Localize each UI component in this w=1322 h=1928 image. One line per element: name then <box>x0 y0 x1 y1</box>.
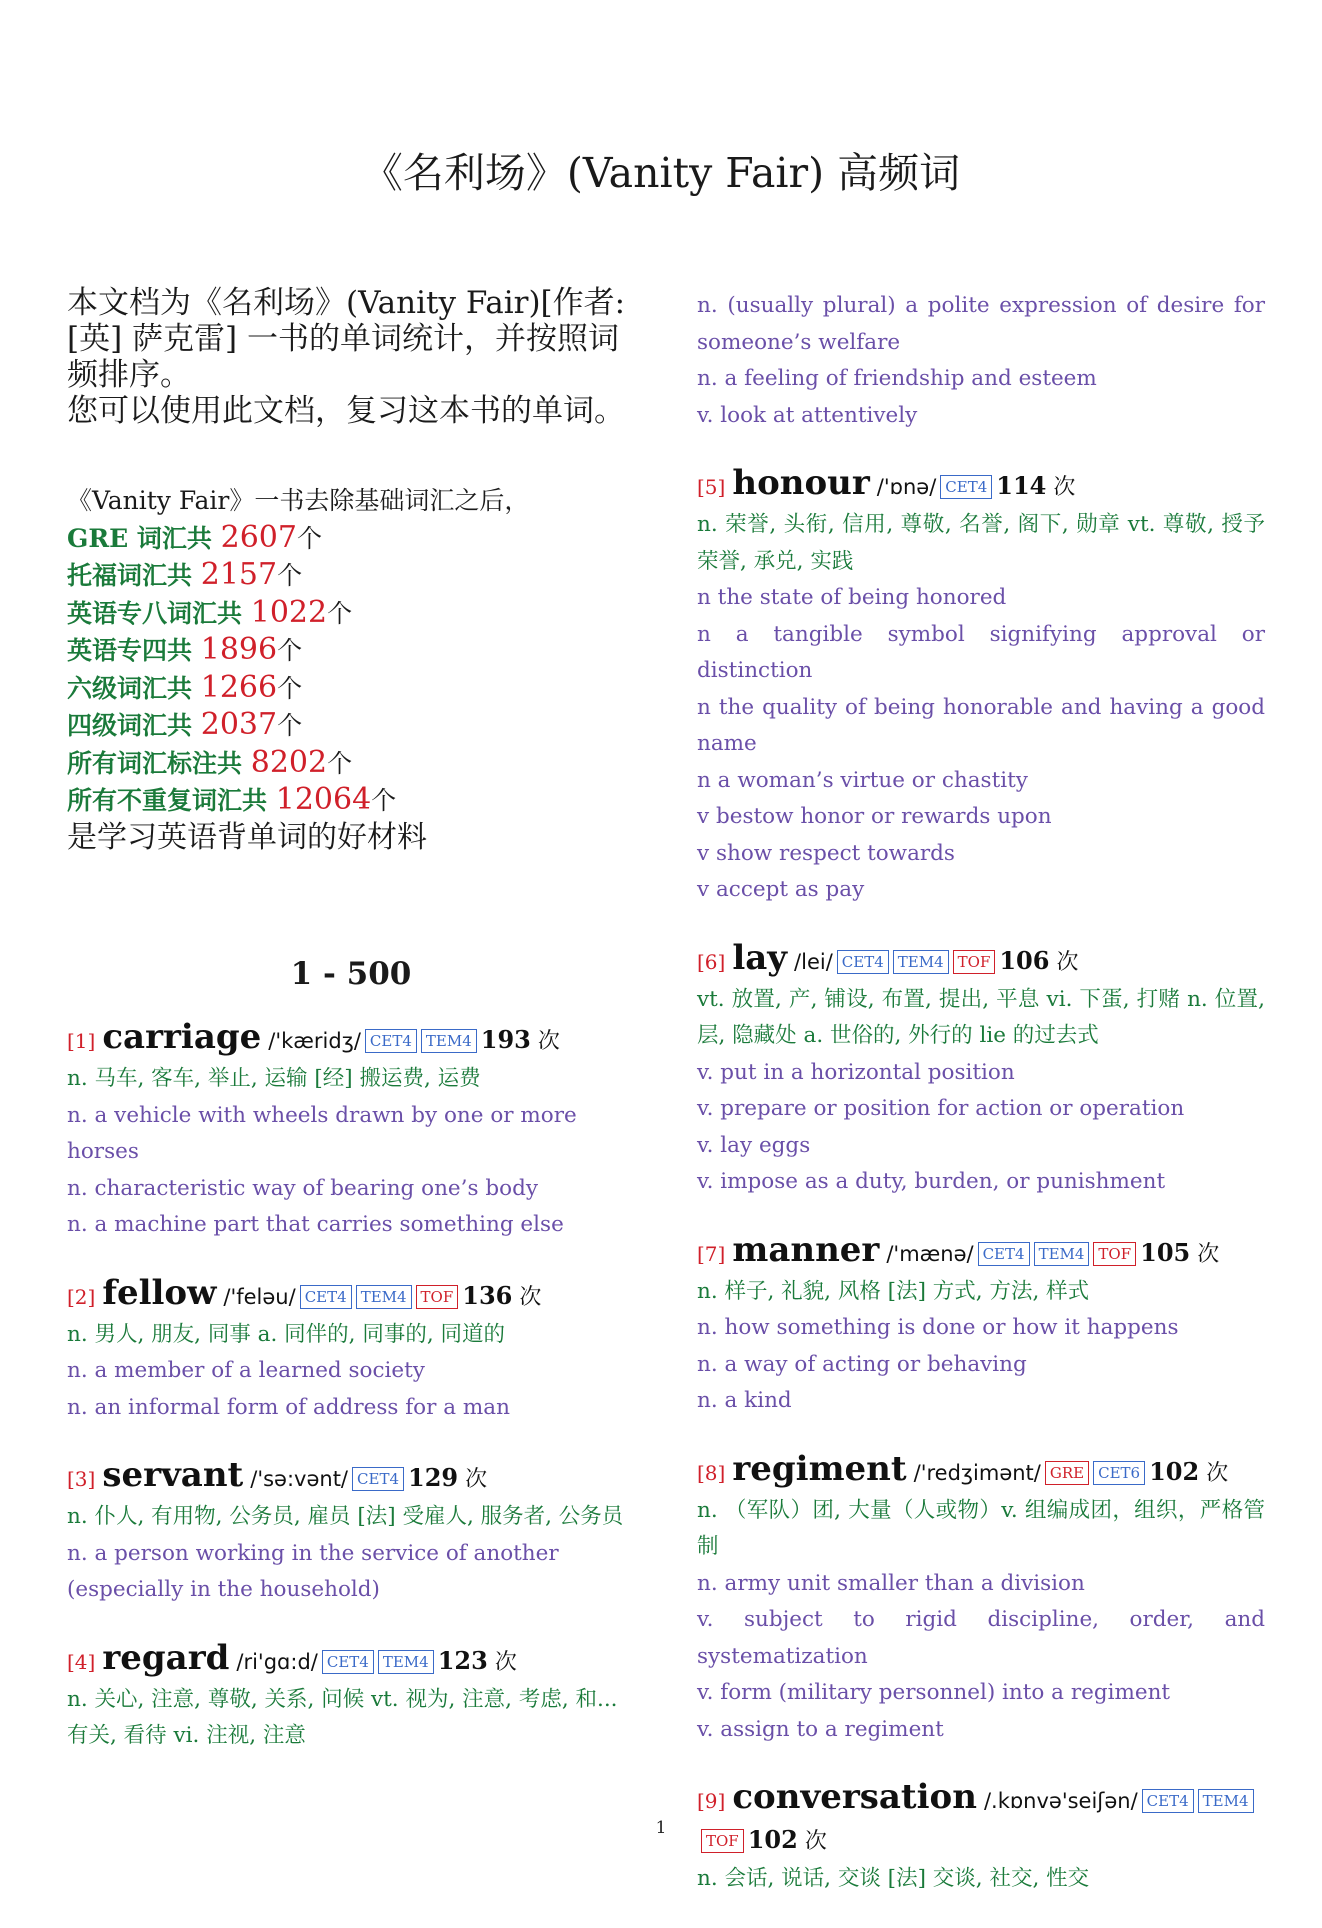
stat-line <box>67 670 635 708</box>
level-tag: CET4 <box>837 950 889 974</box>
entry-header <box>697 464 1265 507</box>
stat-connector: 共 <box>186 523 221 553</box>
stat-label: 四级词汇 <box>67 711 168 740</box>
definition: n a tangible symbol signifying approval or distinction <box>697 621 1265 683</box>
stat-line <box>67 520 635 558</box>
headword: regard <box>102 1637 230 1678</box>
definition: n. army unit smaller than a division <box>697 1570 1085 1596</box>
level-tag: CET4 <box>978 1242 1030 1266</box>
level-tag: TEM4 <box>1034 1242 1090 1266</box>
definition: v. assign to a regiment <box>697 1716 944 1742</box>
phonetic: /'sə:vənt/ <box>250 1467 349 1491</box>
definition: v bestow honor or rewards upon <box>697 804 1052 829</box>
stat-unit: 个 <box>371 786 397 815</box>
stat-number: 12064 <box>275 782 372 817</box>
definition: n. 荣誉, 头衔, 信用, 尊敬, 名誉, 阁下, 勋章 vt. 尊敬, 授予荣誉, 承兑, 实践 <box>697 512 1265 574</box>
headword: fellow <box>102 1272 217 1313</box>
definition: n. （军队）团, 大量（人或物）v. 组编成团，组织，严格管制 <box>697 1497 1265 1559</box>
phonetic: /'ɒnə/ <box>876 475 937 499</box>
stat-label: 六级词汇 <box>67 673 168 703</box>
entry-index: [2] <box>67 1284 96 1309</box>
definition: n. how something is done or how it happens <box>697 1315 1179 1340</box>
headword: conversation <box>732 1777 977 1817</box>
level-tag: CET6 <box>1093 1461 1145 1485</box>
definition: n. a vehicle with wheels drawn by one or more horses <box>67 1102 577 1164</box>
entry-header <box>67 1639 635 1682</box>
stat-connector: 共 <box>167 673 201 703</box>
stat-label: 英语专四 <box>67 636 168 665</box>
word-entry <box>697 1231 1265 1420</box>
stat-connector: 共 <box>217 598 251 628</box>
frequency-count: 102 <box>1149 1456 1200 1486</box>
right-entries <box>697 464 1265 1898</box>
word-entry <box>697 464 1265 909</box>
intro <box>67 285 635 429</box>
definition: n. (usually plural) a polite expression of desire for someone’s welfare <box>697 293 1265 355</box>
stat-number: 2157 <box>200 557 278 592</box>
stat-unit: 个 <box>277 636 303 665</box>
stat-connector: 共 <box>242 786 276 815</box>
definition: n. a machine part that carries something else <box>67 1212 564 1237</box>
definition: n a woman’s virtue or chastity <box>697 767 1028 793</box>
definition: n. a kind <box>697 1388 792 1413</box>
definition: v. prepare or position for action or operation <box>697 1096 1185 1121</box>
definition: n the quality of being honorable and having a good name <box>697 694 1265 756</box>
definition: n. 关心, 注意, 尊敬, 关系, 问候 vt. 视为, 注意, 考虑, 和... 有关, 看待 vi. 注视, 注意 <box>67 1686 618 1748</box>
headword: manner <box>732 1229 880 1270</box>
definition: vt. 放置, 产, 铺设, 布置, 提出, 平息 vi. 下蛋, 打赌 n. 位置, 层, 隐藏处 a. 世俗的, 外行的 lie 的过去式 <box>697 986 1265 1048</box>
vocabulary-stats <box>67 483 635 856</box>
definition: v. impose as a duty, burden, or punishment <box>697 1169 1166 1194</box>
stat-label: 英语专八词汇 <box>67 598 218 628</box>
frequency-count: 105 <box>1140 1237 1191 1267</box>
stat-line <box>67 632 635 670</box>
entry-header <box>67 1456 635 1499</box>
definition: n. a way of acting or behaving <box>697 1351 1027 1377</box>
entry-header <box>697 1450 1265 1493</box>
left-entries <box>67 1018 635 1755</box>
entry-index: [9] <box>697 1789 726 1813</box>
phonetic: /lei/ <box>794 949 833 974</box>
stat-unit: 个 <box>277 561 303 590</box>
stat-connector: 共 <box>167 636 201 665</box>
entry-index: [3] <box>67 1467 96 1491</box>
stat-number: 1266 <box>200 669 278 705</box>
stat-line <box>67 557 635 595</box>
stat-line <box>67 595 635 633</box>
stat-number: 8202 <box>250 744 328 780</box>
frequency-unit: 次 <box>494 1649 517 1675</box>
word-entry <box>67 1639 635 1755</box>
stat-connector: 共 <box>217 748 251 778</box>
level-tag: CET4 <box>940 475 992 499</box>
entry-header <box>697 939 1265 982</box>
stat-connector: 共 <box>167 561 201 590</box>
entry-index: [6] <box>697 949 726 974</box>
frequency-unit: 次 <box>804 1829 827 1854</box>
definition: v. look at attentively <box>697 402 918 428</box>
definition: v. form (military personnel) into a regiment <box>697 1680 1171 1705</box>
stat-number: 1022 <box>250 594 328 630</box>
frequency-unit: 次 <box>1206 1460 1229 1486</box>
word-entry <box>67 1018 635 1244</box>
definition: n the state of being honored <box>697 585 1007 610</box>
level-tag: CET4 <box>1142 1789 1194 1813</box>
definition: n. 马车, 客车, 举止, 运输 [经] 搬运费, 运费 <box>67 1066 481 1091</box>
frequency-count: 123 <box>437 1645 488 1675</box>
level-tag: TEM4 <box>421 1029 477 1053</box>
level-tag: CET4 <box>300 1285 352 1309</box>
page-number: 1 <box>655 1818 667 1838</box>
frequency-count: 102 <box>747 1825 798 1854</box>
frequency-count: 193 <box>480 1025 531 1054</box>
definition: n. an informal form of address for a man <box>67 1394 510 1420</box>
stat-unit: 个 <box>327 748 353 778</box>
level-tag: TEM4 <box>1198 1789 1254 1813</box>
stat-number: 1896 <box>200 632 278 667</box>
word-entry <box>67 1274 635 1427</box>
level-tag: TEM4 <box>378 1650 434 1674</box>
stat-label: 所有不重复词汇 <box>67 786 243 815</box>
stat-line <box>67 707 635 745</box>
stats-closing: 是学习英语背单词的好材料 <box>67 819 427 855</box>
right-column <box>697 288 1265 1928</box>
stat-unit: 个 <box>327 598 353 628</box>
phonetic: /.kɒnvə'seiʃən/ <box>983 1789 1138 1813</box>
entry-index: [5] <box>697 475 726 499</box>
definition: n. 仆人, 有用物, 公务员, 雇员 [法] 受雇人, 服务者, 公务员 <box>67 1504 624 1529</box>
entry-index: [4] <box>67 1649 96 1674</box>
level-tag: CET4 <box>352 1467 404 1491</box>
frequency-unit: 次 <box>1053 475 1076 500</box>
headword: regiment <box>732 1448 907 1489</box>
range-heading: 1 - 500 <box>290 956 412 992</box>
document-title: 《名利场》(Vanity Fair) 高频词 <box>361 149 961 197</box>
intro-line-1: 本文档为《名利场》(Vanity Fair)[作者: [英] 萨克雷] 一书的单词统计，并按照词频排序。 <box>67 285 626 393</box>
definition: v. put in a horizontal position <box>697 1059 1015 1085</box>
stat-label: 托福词汇 <box>67 561 168 590</box>
level-tag: TOF <box>1093 1242 1136 1266</box>
stat-number: 2607 <box>220 519 297 555</box>
word-entry <box>697 939 1265 1201</box>
definition: n. a person working in the service of another (especially in the household) <box>67 1540 559 1602</box>
phonetic: /'redʒimənt/ <box>913 1460 1041 1485</box>
entry-index: [1] <box>67 1029 96 1053</box>
level-tag: TOF <box>953 950 996 974</box>
definition: n. characteristic way of bearing one’s body <box>67 1175 538 1201</box>
stat-line <box>67 782 635 820</box>
entry-header <box>697 1231 1265 1274</box>
level-tag: TOF <box>416 1285 459 1309</box>
frequency-unit: 次 <box>537 1029 560 1054</box>
headword: servant <box>102 1455 244 1495</box>
frequency-count: 136 <box>462 1280 513 1310</box>
stat-label: 所有词汇标注 <box>67 748 218 778</box>
stat-unit: 个 <box>277 711 303 740</box>
level-tag: TOF <box>701 1829 744 1853</box>
level-tag: GRE <box>1045 1461 1089 1485</box>
frequency-count: 129 <box>408 1463 459 1492</box>
phonetic: /'mænə/ <box>886 1241 974 1266</box>
word-entry <box>697 1450 1265 1749</box>
frequency-count: 114 <box>996 471 1047 500</box>
stats-lead: 《Vanity Fair》一书去除基础词汇之后， <box>67 486 530 515</box>
definition: n. 会话, 说话, 交谈 [法] 交谈, 社交, 性交 <box>697 1866 1090 1891</box>
phonetic: /'feləu/ <box>223 1284 296 1309</box>
definition: n. a feeling of friendship and esteem <box>697 366 1097 391</box>
headword: lay <box>732 937 788 978</box>
definition: v. lay eggs <box>697 1132 811 1158</box>
headword: honour <box>732 463 870 503</box>
frequency-unit: 次 <box>465 1467 488 1492</box>
entry-index: [7] <box>697 1241 726 1266</box>
definition: n. 样子, 礼貌, 风格 [法] 方式, 方法, 样式 <box>697 1278 1090 1304</box>
intro-line-2: 您可以使用此文档，复习这本书的单词。 <box>67 393 625 429</box>
stat-unit: 个 <box>277 673 303 703</box>
stat-connector: 共 <box>167 711 201 740</box>
definition: v accept as pay <box>697 877 865 902</box>
phonetic: /'kæridʒ/ <box>268 1029 361 1053</box>
entry-header <box>67 1274 635 1317</box>
level-tag: TEM4 <box>356 1285 412 1309</box>
stat-number: 2037 <box>200 707 278 742</box>
definition: n. a member of a learned society <box>67 1358 425 1383</box>
frequency-unit: 次 <box>519 1284 542 1310</box>
entry-index: [8] <box>697 1460 726 1485</box>
stat-lines <box>67 520 635 820</box>
stat-line <box>67 745 635 783</box>
stat-unit: 个 <box>296 523 322 553</box>
phonetic: /ri'gɑ:d/ <box>236 1649 318 1674</box>
continued-definitions <box>697 288 1265 434</box>
definition: v. subject to rigid discipline, order, and systematization <box>697 1607 1265 1669</box>
definition: n. 男人, 朋友, 同事 a. 同伴的, 同事的, 同道的 <box>67 1321 506 1347</box>
word-entry <box>67 1456 635 1609</box>
definition: v show respect towards <box>697 840 955 866</box>
stat-label: GRE 词汇 <box>67 523 187 553</box>
left-column <box>67 285 635 1785</box>
level-tag: CET4 <box>365 1029 417 1053</box>
frequency-unit: 次 <box>1056 949 1079 975</box>
headword: carriage <box>102 1017 262 1057</box>
frequency-unit: 次 <box>1197 1241 1220 1267</box>
frequency-count: 106 <box>999 945 1050 975</box>
level-tag: TEM4 <box>893 950 949 974</box>
entry-header <box>67 1018 635 1061</box>
level-tag: CET4 <box>322 1650 374 1674</box>
